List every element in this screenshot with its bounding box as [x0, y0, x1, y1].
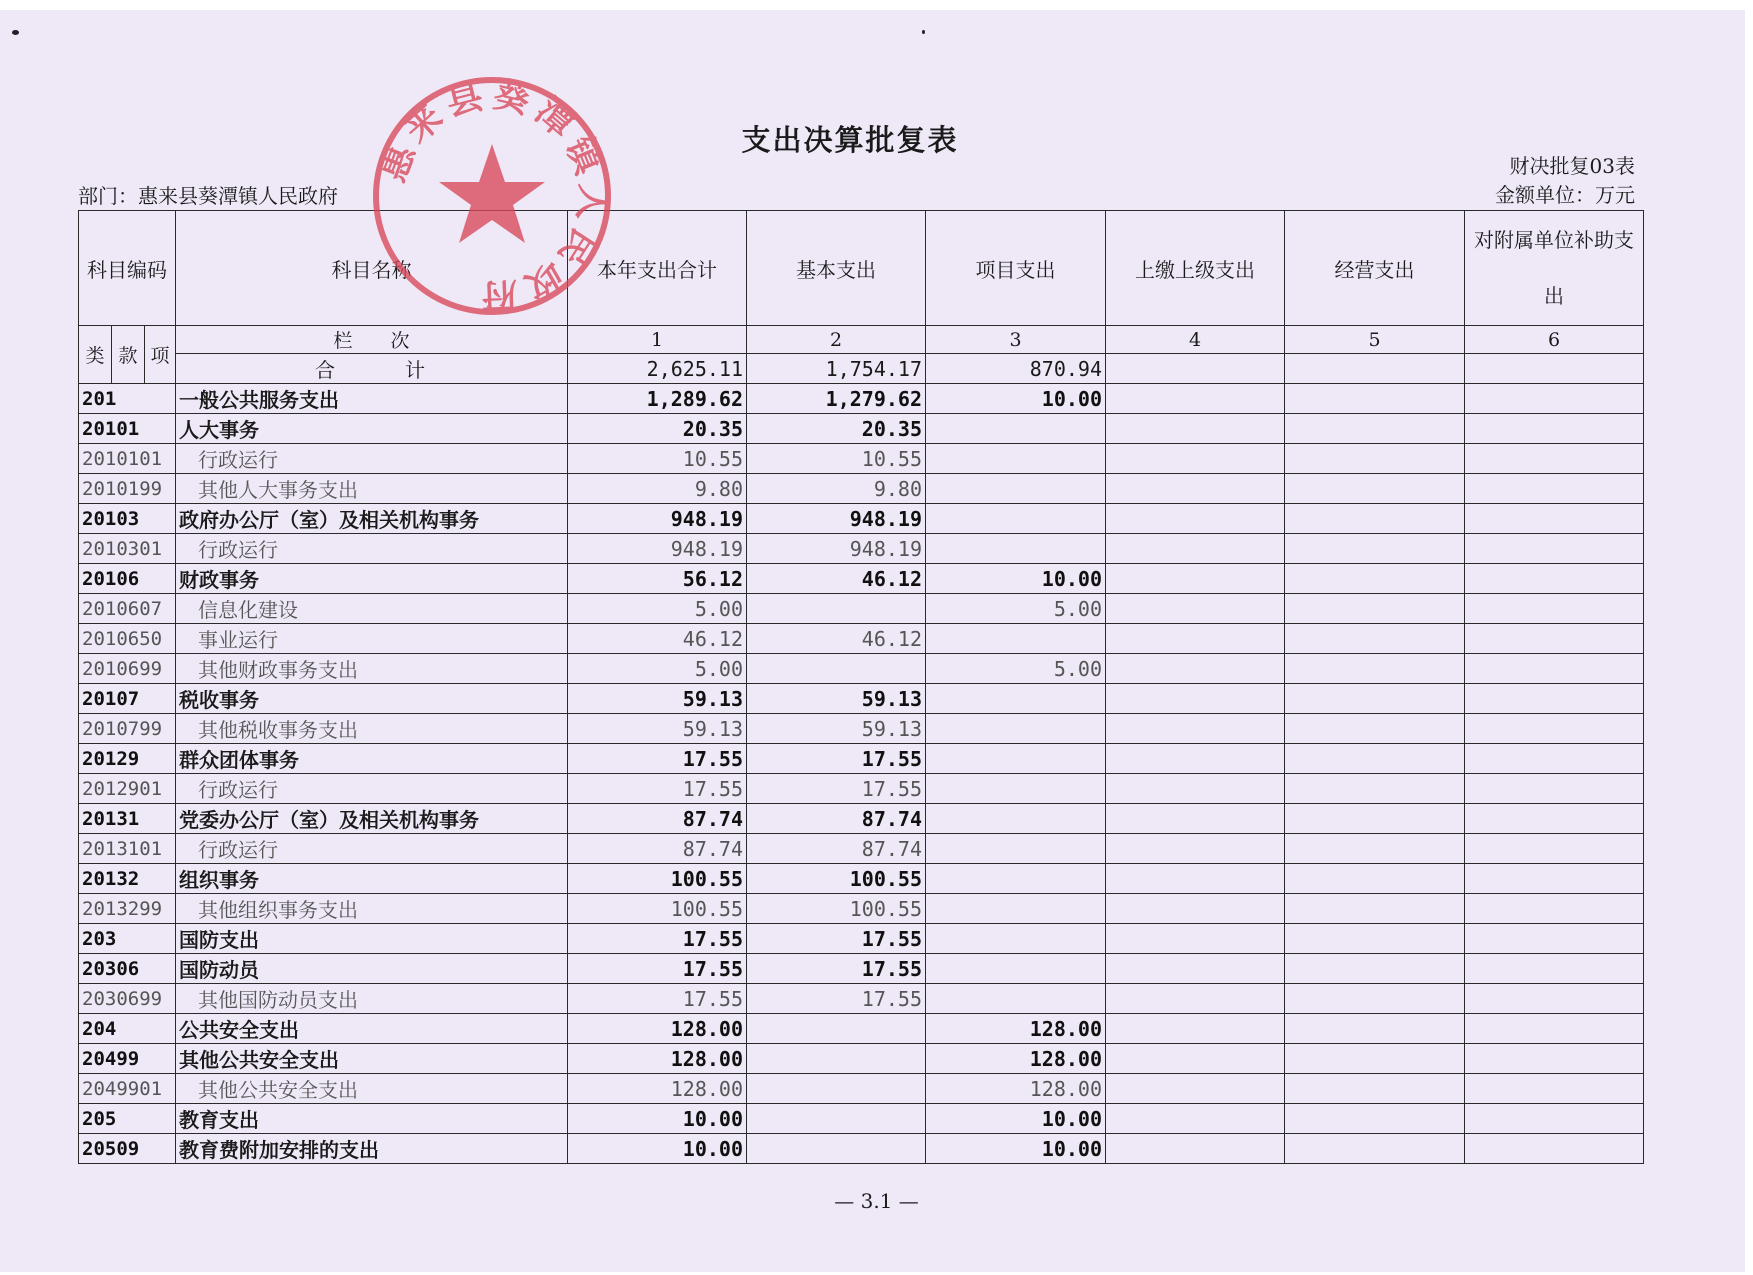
- table-row: [79, 924, 1644, 954]
- amount-cell: [1465, 864, 1644, 894]
- amount-cell: [1465, 624, 1644, 654]
- amount-cell: 20.35: [747, 414, 926, 444]
- amount-cell: [747, 1044, 926, 1074]
- table-row: [79, 954, 1644, 984]
- amount-cell: 20.35: [568, 414, 747, 444]
- subject-name: 其他人大事务支出: [176, 474, 568, 504]
- amount-cell: 128.00: [568, 1044, 747, 1074]
- amount-cell: [926, 924, 1106, 954]
- amount-cell: [1465, 564, 1644, 594]
- amount-cell: 17.55: [747, 744, 926, 774]
- amount-cell: [1465, 384, 1644, 414]
- subject-code: 2012901: [79, 774, 176, 804]
- amount-cell: [926, 834, 1106, 864]
- amount-cell: 87.74: [568, 834, 747, 864]
- amount-cell: 1,279.62: [747, 384, 926, 414]
- amount-cell: 46.12: [747, 564, 926, 594]
- subject-code: 2030699: [79, 984, 176, 1014]
- amount-cell: [747, 594, 926, 624]
- amount-cell: [1106, 384, 1285, 414]
- amount-cell: 46.12: [747, 624, 926, 654]
- header-name: 科目名称: [176, 211, 568, 326]
- amount-cell: [1285, 504, 1465, 534]
- header-col4: 上缴上级支出: [1106, 211, 1285, 326]
- subject-code: 2013101: [79, 834, 176, 864]
- subject-code: 2010799: [79, 714, 176, 744]
- column-number: 1: [568, 326, 747, 354]
- subject-name: 人大事务: [176, 414, 568, 444]
- subject-code: 2010699: [79, 654, 176, 684]
- subject-code: 20131: [79, 804, 176, 834]
- subject-code: 20107: [79, 684, 176, 714]
- amount-cell: [1106, 624, 1285, 654]
- amount-cell: 87.74: [747, 834, 926, 864]
- subject-name: 一般公共服务支出: [176, 384, 568, 414]
- subject-code: 2010650: [79, 624, 176, 654]
- amount-cell: 128.00: [926, 1014, 1106, 1044]
- amount-cell: [1106, 564, 1285, 594]
- total-cell: 1,754.17: [747, 354, 926, 384]
- table-row: [79, 384, 1644, 414]
- amount-cell: [1465, 594, 1644, 624]
- subject-name: 政府办公厅（室）及相关机构事务: [176, 504, 568, 534]
- kuan-label: 款: [112, 326, 145, 384]
- amount-cell: [1465, 444, 1644, 474]
- amount-cell: 17.55: [747, 924, 926, 954]
- table-row: [79, 774, 1644, 804]
- amount-cell: 10.00: [926, 564, 1106, 594]
- amount-cell: [1106, 444, 1285, 474]
- amount-cell: 100.55: [568, 864, 747, 894]
- amount-cell: 59.13: [747, 714, 926, 744]
- amount-cell: [1106, 504, 1285, 534]
- amount-cell: [926, 744, 1106, 774]
- amount-cell: [1285, 744, 1465, 774]
- amount-cell: 17.55: [747, 984, 926, 1014]
- amount-cell: [926, 894, 1106, 924]
- total-label: 合计: [176, 354, 568, 384]
- amount-cell: [1465, 774, 1644, 804]
- subject-name: 行政运行: [176, 534, 568, 564]
- expenditure-table: [78, 210, 1644, 1164]
- amount-cell: [1106, 954, 1285, 984]
- amount-cell: [926, 474, 1106, 504]
- amount-cell: [1106, 744, 1285, 774]
- amount-cell: 17.55: [747, 954, 926, 984]
- amount-cell: 100.55: [568, 894, 747, 924]
- column-number: 5: [1285, 326, 1465, 354]
- header-col1: 本年支出合计: [568, 211, 747, 326]
- amount-cell: [926, 954, 1106, 984]
- amount-cell: 10.00: [926, 1104, 1106, 1134]
- amount-cell: [747, 1074, 926, 1104]
- amount-cell: 17.55: [568, 954, 747, 984]
- amount-cell: [1106, 804, 1285, 834]
- amount-cell: 87.74: [568, 804, 747, 834]
- lanci-label: 栏 次: [176, 326, 568, 354]
- amount-cell: 56.12: [568, 564, 747, 594]
- table-row: [79, 894, 1644, 924]
- amount-cell: [1285, 954, 1465, 984]
- amount-cell: 100.55: [747, 864, 926, 894]
- svg-text:惠来县葵潭镇人民政府: 惠来县葵潭镇人民政府: [371, 73, 615, 318]
- department-label: 部门：惠来县葵潭镇人民政府: [78, 184, 338, 208]
- amount-cell: [1285, 444, 1465, 474]
- header-col2: 基本支出: [747, 211, 926, 326]
- subject-code: 205: [79, 1104, 176, 1134]
- xiang-label: 项: [145, 326, 176, 384]
- column-number: 4: [1106, 326, 1285, 354]
- amount-cell: 128.00: [568, 1014, 747, 1044]
- table-row: [79, 984, 1644, 1014]
- amount-cell: 10.00: [926, 384, 1106, 414]
- amount-cell: 948.19: [747, 504, 926, 534]
- amount-cell: [1106, 1044, 1285, 1074]
- table-row: [79, 1104, 1644, 1134]
- amount-cell: [1465, 504, 1644, 534]
- amount-cell: [1465, 804, 1644, 834]
- amount-cell: 17.55: [568, 744, 747, 774]
- amount-cell: [1285, 924, 1465, 954]
- amount-cell: [926, 414, 1106, 444]
- subject-code: 2010607: [79, 594, 176, 624]
- header-row: [79, 211, 1644, 326]
- amount-unit: 金额单位：万元: [1495, 183, 1635, 207]
- subject-code: 2013299: [79, 894, 176, 924]
- amount-cell: [926, 624, 1106, 654]
- table-row: [79, 834, 1644, 864]
- amount-cell: [1285, 564, 1465, 594]
- table-row: [79, 804, 1644, 834]
- amount-cell: [1285, 1044, 1465, 1074]
- subject-name: 其他组织事务支出: [176, 894, 568, 924]
- amount-cell: [1465, 1104, 1644, 1134]
- amount-cell: [1106, 924, 1285, 954]
- amount-cell: [1106, 1104, 1285, 1134]
- amount-cell: 948.19: [568, 534, 747, 564]
- subject-name: 其他国防动员支出: [176, 984, 568, 1014]
- subject-name: 党委办公厅（室）及相关机构事务: [176, 804, 568, 834]
- amount-cell: [1285, 654, 1465, 684]
- subject-code: 20101: [79, 414, 176, 444]
- subject-name: 国防动员: [176, 954, 568, 984]
- amount-cell: [926, 804, 1106, 834]
- amount-cell: 59.13: [568, 714, 747, 744]
- subject-code: 201: [79, 384, 176, 414]
- amount-cell: [1465, 1044, 1644, 1074]
- amount-cell: [747, 1014, 926, 1044]
- amount-cell: [926, 504, 1106, 534]
- header-code: 科目编码: [79, 211, 176, 326]
- subject-name: 税收事务: [176, 684, 568, 714]
- amount-cell: [1285, 984, 1465, 1014]
- amount-cell: 1,289.62: [568, 384, 747, 414]
- amount-cell: 5.00: [568, 594, 747, 624]
- amount-cell: [926, 444, 1106, 474]
- subject-code: 20132: [79, 864, 176, 894]
- amount-cell: [1285, 384, 1465, 414]
- amount-cell: 128.00: [926, 1044, 1106, 1074]
- form-number: 财决批复03表: [1509, 154, 1635, 178]
- amount-cell: [1285, 1104, 1465, 1134]
- amount-cell: 17.55: [568, 984, 747, 1014]
- amount-cell: [1465, 684, 1644, 714]
- amount-cell: [1106, 834, 1285, 864]
- subject-code: 20499: [79, 1044, 176, 1074]
- amount-cell: [1285, 594, 1465, 624]
- column-number: 6: [1465, 326, 1644, 354]
- table-row: [79, 594, 1644, 624]
- amount-cell: 10.00: [568, 1134, 747, 1164]
- table-row: [79, 474, 1644, 504]
- amount-cell: [1465, 414, 1644, 444]
- subject-name: 行政运行: [176, 834, 568, 864]
- amount-cell: [1285, 1134, 1465, 1164]
- amount-cell: 128.00: [926, 1074, 1106, 1104]
- amount-cell: 948.19: [747, 534, 926, 564]
- subject-code: 20306: [79, 954, 176, 984]
- amount-cell: [1285, 414, 1465, 444]
- total-cell: [1465, 354, 1644, 384]
- amount-cell: [1465, 474, 1644, 504]
- subject-name: 公共安全支出: [176, 1014, 568, 1044]
- amount-cell: [1106, 474, 1285, 504]
- amount-cell: [1106, 1014, 1285, 1044]
- amount-cell: [1465, 834, 1644, 864]
- amount-cell: [1106, 414, 1285, 444]
- header-col6: 对附属单位补助支出: [1465, 211, 1644, 326]
- amount-cell: [926, 714, 1106, 744]
- amount-cell: 59.13: [568, 684, 747, 714]
- subject-name: 其他公共安全支出: [176, 1044, 568, 1074]
- table-row: [79, 1014, 1644, 1044]
- subject-code: 20106: [79, 564, 176, 594]
- header-col5: 经营支出: [1285, 211, 1465, 326]
- amount-cell: 9.80: [568, 474, 747, 504]
- scan-speck: [922, 30, 925, 34]
- subject-name: 群众团体事务: [176, 744, 568, 774]
- table-row: [79, 744, 1644, 774]
- subject-code: 204: [79, 1014, 176, 1044]
- total-cell: [1106, 354, 1285, 384]
- table-row: [79, 414, 1644, 444]
- amount-cell: [1285, 804, 1465, 834]
- table-row: [79, 864, 1644, 894]
- amount-cell: [1465, 984, 1644, 1014]
- amount-cell: [1106, 984, 1285, 1014]
- amount-cell: 5.00: [926, 594, 1106, 624]
- table-row: [79, 534, 1644, 564]
- amount-cell: [1285, 624, 1465, 654]
- amount-cell: 100.55: [747, 894, 926, 924]
- amount-cell: 5.00: [568, 654, 747, 684]
- subject-name: 其他税收事务支出: [176, 714, 568, 744]
- amount-cell: [1106, 534, 1285, 564]
- amount-cell: [926, 984, 1106, 1014]
- column-number-row: [79, 326, 1644, 354]
- subject-code: 2010301: [79, 534, 176, 564]
- amount-cell: [1465, 894, 1644, 924]
- amount-cell: [926, 864, 1106, 894]
- amount-cell: [1106, 774, 1285, 804]
- amount-cell: [1465, 714, 1644, 744]
- total-cell: 870.94: [926, 354, 1106, 384]
- amount-cell: [1285, 894, 1465, 924]
- table-row: [79, 624, 1644, 654]
- amount-cell: [926, 684, 1106, 714]
- subject-name: 信息化建设: [176, 594, 568, 624]
- amount-cell: [1106, 1074, 1285, 1104]
- subject-name: 国防支出: [176, 924, 568, 954]
- amount-cell: [1106, 654, 1285, 684]
- amount-cell: 9.80: [747, 474, 926, 504]
- subject-code: 2049901: [79, 1074, 176, 1104]
- amount-cell: [1106, 1134, 1285, 1164]
- table-row: [79, 684, 1644, 714]
- lei-label: 类: [79, 326, 112, 384]
- official-seal: [368, 72, 616, 320]
- subject-name: 教育费附加安排的支出: [176, 1134, 568, 1164]
- subject-code: 20103: [79, 504, 176, 534]
- amount-cell: [926, 774, 1106, 804]
- amount-cell: 10.55: [747, 444, 926, 474]
- amount-cell: [1106, 594, 1285, 624]
- amount-cell: 17.55: [747, 774, 926, 804]
- table-row: [79, 1044, 1644, 1074]
- subject-name: 教育支出: [176, 1104, 568, 1134]
- scan-speck: [12, 30, 19, 35]
- total-cell: [1285, 354, 1465, 384]
- amount-cell: 10.00: [568, 1104, 747, 1134]
- total-row: [79, 354, 1644, 384]
- amount-cell: [1285, 534, 1465, 564]
- page-title: 支出决算批复表: [741, 123, 959, 157]
- amount-cell: 87.74: [747, 804, 926, 834]
- subject-code: 20509: [79, 1134, 176, 1164]
- amount-cell: [1465, 1074, 1644, 1104]
- amount-cell: [1285, 1074, 1465, 1104]
- page-number: — 3.1 —: [834, 1189, 919, 1213]
- amount-cell: [1285, 1014, 1465, 1044]
- amount-cell: [1285, 714, 1465, 744]
- subject-name: 财政事务: [176, 564, 568, 594]
- amount-cell: 5.00: [926, 654, 1106, 684]
- amount-cell: 948.19: [568, 504, 747, 534]
- subject-name: 行政运行: [176, 774, 568, 804]
- amount-cell: [1106, 864, 1285, 894]
- column-number: 3: [926, 326, 1106, 354]
- subject-name: 组织事务: [176, 864, 568, 894]
- table-row: [79, 444, 1644, 474]
- amount-cell: [1285, 774, 1465, 804]
- table-row: [79, 1134, 1644, 1164]
- amount-cell: [1465, 954, 1644, 984]
- amount-cell: [1465, 1014, 1644, 1044]
- amount-cell: [1106, 894, 1285, 924]
- header-col3: 项目支出: [926, 211, 1106, 326]
- subject-name: 事业运行: [176, 624, 568, 654]
- amount-cell: 46.12: [568, 624, 747, 654]
- amount-cell: [1465, 654, 1644, 684]
- amount-cell: [1285, 684, 1465, 714]
- column-number: 2: [747, 326, 926, 354]
- subject-name: 其他公共安全支出: [176, 1074, 568, 1104]
- amount-cell: 59.13: [747, 684, 926, 714]
- subject-code: 203: [79, 924, 176, 954]
- table-row: [79, 714, 1644, 744]
- amount-cell: [1465, 744, 1644, 774]
- subject-code: 2010199: [79, 474, 176, 504]
- amount-cell: 17.55: [568, 924, 747, 954]
- amount-cell: [926, 534, 1106, 564]
- amount-cell: [1465, 534, 1644, 564]
- amount-cell: 17.55: [568, 774, 747, 804]
- table-row: [79, 504, 1644, 534]
- subject-code: 2010101: [79, 444, 176, 474]
- table-row: [79, 564, 1644, 594]
- subject-code: 20129: [79, 744, 176, 774]
- total-cell: 2,625.11: [568, 354, 747, 384]
- table-row: [79, 654, 1644, 684]
- amount-cell: 10.00: [926, 1134, 1106, 1164]
- subject-name: 行政运行: [176, 444, 568, 474]
- amount-cell: [1465, 924, 1644, 954]
- amount-cell: 128.00: [568, 1074, 747, 1104]
- amount-cell: [1285, 864, 1465, 894]
- amount-cell: [1106, 714, 1285, 744]
- subject-name: 其他财政事务支出: [176, 654, 568, 684]
- amount-cell: [1465, 1134, 1644, 1164]
- amount-cell: 10.55: [568, 444, 747, 474]
- table-row: [79, 1074, 1644, 1104]
- amount-cell: [747, 1104, 926, 1134]
- amount-cell: [747, 1134, 926, 1164]
- amount-cell: [1285, 474, 1465, 504]
- amount-cell: [1285, 834, 1465, 864]
- amount-cell: [1106, 684, 1285, 714]
- amount-cell: [747, 654, 926, 684]
